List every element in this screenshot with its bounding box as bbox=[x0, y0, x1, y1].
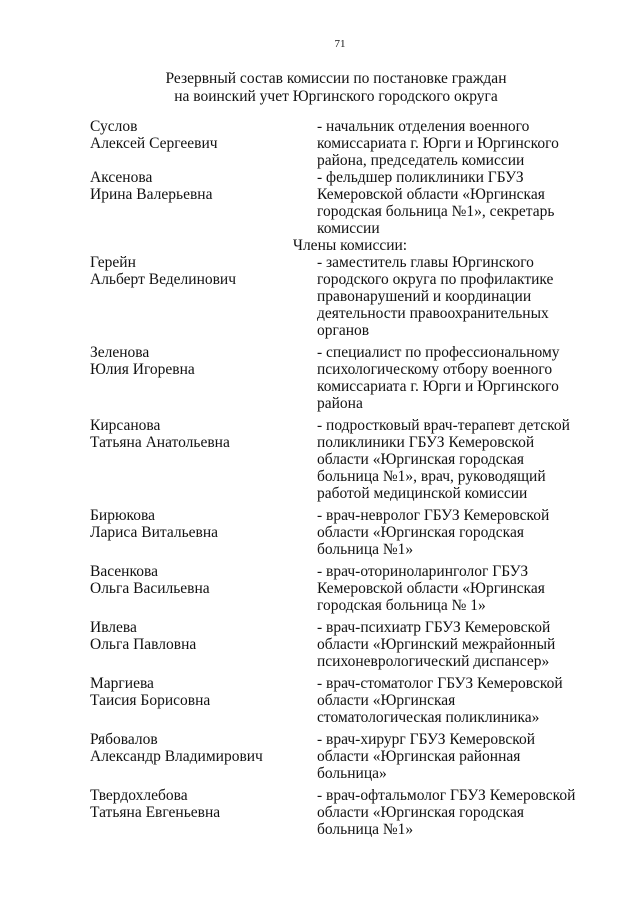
commission-entry bbox=[90, 344, 590, 412]
person-name bbox=[90, 731, 317, 782]
role-line: - подростковый врач-терапевт детской bbox=[317, 417, 570, 434]
surname: Твердохлебова bbox=[90, 787, 188, 804]
role-line: - фельдшер поликлиники ГБУЗ bbox=[317, 169, 524, 186]
commission-entry bbox=[90, 731, 590, 782]
role-line: деятельности правоохранительных bbox=[317, 305, 549, 322]
leaders-section bbox=[90, 118, 590, 237]
role-line: области «Юргинская городская bbox=[317, 524, 524, 541]
role-line: района bbox=[317, 395, 363, 412]
role-line: городская больница №1», секретарь bbox=[317, 203, 555, 220]
role-line: - врач-стоматолог ГБУЗ Кемеровской bbox=[317, 675, 563, 692]
page-number: 71 bbox=[334, 38, 346, 50]
given-names: Таисия Борисовна bbox=[90, 692, 211, 709]
person-name bbox=[90, 344, 317, 412]
role-line: - врач-невролог ГБУЗ Кемеровской bbox=[317, 507, 550, 524]
person-role bbox=[317, 169, 590, 237]
person-role bbox=[317, 417, 590, 502]
role-line: комиссариата г. Юрги и Юргинского bbox=[317, 135, 559, 152]
role-line: больница №1» bbox=[317, 541, 414, 558]
commission-entry bbox=[90, 118, 590, 169]
given-names: Ольга Васильевна bbox=[90, 580, 210, 597]
role-line: стоматологическая поликлиника» bbox=[317, 709, 540, 726]
person-name bbox=[90, 254, 317, 339]
role-line: области «Юргинская городская bbox=[317, 804, 524, 821]
person-role bbox=[317, 118, 590, 169]
role-line: - врач-оториноларинголог ГБУЗ bbox=[317, 563, 529, 580]
given-names: Альберт Веделинович bbox=[90, 271, 237, 288]
commission-entry bbox=[90, 619, 590, 670]
role-line: больница №1» bbox=[317, 821, 414, 838]
role-line: больница» bbox=[317, 765, 387, 782]
document-title bbox=[0, 70, 640, 106]
surname: Кирсанова bbox=[90, 417, 161, 434]
given-names: Ольга Павловна bbox=[90, 636, 197, 653]
role-line: органов bbox=[317, 322, 370, 339]
role-line: комиссариата г. Юрги и Юргинского bbox=[317, 378, 559, 395]
role-line: - специалист по профессиональному bbox=[317, 344, 560, 361]
title-line: Резервный состав комиссии по постановке граждан bbox=[165, 70, 507, 87]
title-line: на воинский учет Юргинского городского округа bbox=[174, 88, 498, 105]
role-line: психоневрологический диспансер» bbox=[317, 653, 550, 670]
role-line: области «Юргинский межрайонный bbox=[317, 636, 556, 653]
given-names: Александр Владимирович bbox=[90, 748, 263, 765]
role-line: правонарушений и координации bbox=[317, 288, 532, 305]
surname: Аксенова bbox=[90, 169, 153, 186]
surname: Герейн bbox=[90, 254, 136, 271]
person-role bbox=[317, 507, 590, 558]
role-line: - врач-офтальмолог ГБУЗ Кемеровской bbox=[317, 787, 576, 804]
commission-list bbox=[90, 118, 590, 838]
role-line: района, председатель комиссии bbox=[317, 152, 525, 169]
given-names: Лариса Витальевна bbox=[90, 524, 219, 541]
person-name bbox=[90, 118, 317, 169]
role-line: области «Юргинская районная bbox=[317, 748, 521, 765]
commission-entry bbox=[90, 169, 590, 237]
person-role bbox=[317, 344, 590, 412]
given-names: Татьяна Евгеньевна bbox=[90, 804, 221, 821]
surname: Васенкова bbox=[90, 563, 158, 580]
role-line: городская больница № 1» bbox=[317, 597, 486, 614]
members-heading: Члены комиссии: bbox=[292, 237, 408, 254]
role-line: области «Юргинская bbox=[317, 692, 456, 709]
role-line: психологическому отбору военного bbox=[317, 361, 553, 378]
person-name bbox=[90, 619, 317, 670]
person-name bbox=[90, 675, 317, 726]
surname: Ивлева bbox=[90, 619, 137, 636]
commission-entry bbox=[90, 507, 590, 558]
commission-entry bbox=[90, 254, 590, 339]
role-line: работой медицинской комиссии bbox=[317, 485, 528, 502]
person-name bbox=[90, 787, 317, 838]
role-line: - врач-хирург ГБУЗ Кемеровской bbox=[317, 731, 536, 748]
person-name bbox=[90, 563, 317, 614]
person-role bbox=[317, 787, 590, 838]
given-names: Юлия Игоревна bbox=[90, 361, 195, 378]
person-name bbox=[90, 417, 317, 502]
commission-entry bbox=[90, 563, 590, 614]
surname: Зеленова bbox=[90, 344, 150, 361]
surname: Бирюкова bbox=[90, 507, 156, 524]
role-line: - врач-психиатр ГБУЗ Кемеровской bbox=[317, 619, 551, 636]
role-line: Кемеровской области «Юргинская bbox=[317, 580, 545, 597]
given-names: Татьяна Анатольевна bbox=[90, 434, 230, 451]
role-line: больница №1», врач, руководящий bbox=[317, 468, 546, 485]
person-role bbox=[317, 254, 590, 339]
surname: Маргиева bbox=[90, 675, 154, 692]
commission-entry bbox=[90, 417, 590, 502]
role-line: области «Юргинская городская bbox=[317, 451, 524, 468]
given-names: Ирина Валерьевна bbox=[90, 186, 213, 203]
person-role bbox=[317, 563, 590, 614]
members-section bbox=[90, 254, 590, 838]
given-names: Алексей Сергеевич bbox=[90, 135, 218, 152]
person-role bbox=[317, 675, 590, 726]
person-role bbox=[317, 619, 590, 670]
person-role bbox=[317, 731, 590, 782]
commission-entry bbox=[90, 787, 590, 838]
role-line: - заместитель главы Юргинского bbox=[317, 254, 534, 271]
role-line: поликлиники ГБУЗ Кемеровской bbox=[317, 434, 535, 451]
surname: Рябовалов bbox=[90, 731, 158, 748]
person-name bbox=[90, 169, 317, 237]
surname: Суслов bbox=[90, 118, 138, 135]
role-line: Кемеровской области «Юргинская bbox=[317, 186, 545, 203]
role-line: комиссии bbox=[317, 220, 380, 237]
role-line: городского округа по профилактике bbox=[317, 271, 554, 288]
role-line: - начальник отделения военного bbox=[317, 118, 530, 135]
commission-entry bbox=[90, 675, 590, 726]
person-name bbox=[90, 507, 317, 558]
